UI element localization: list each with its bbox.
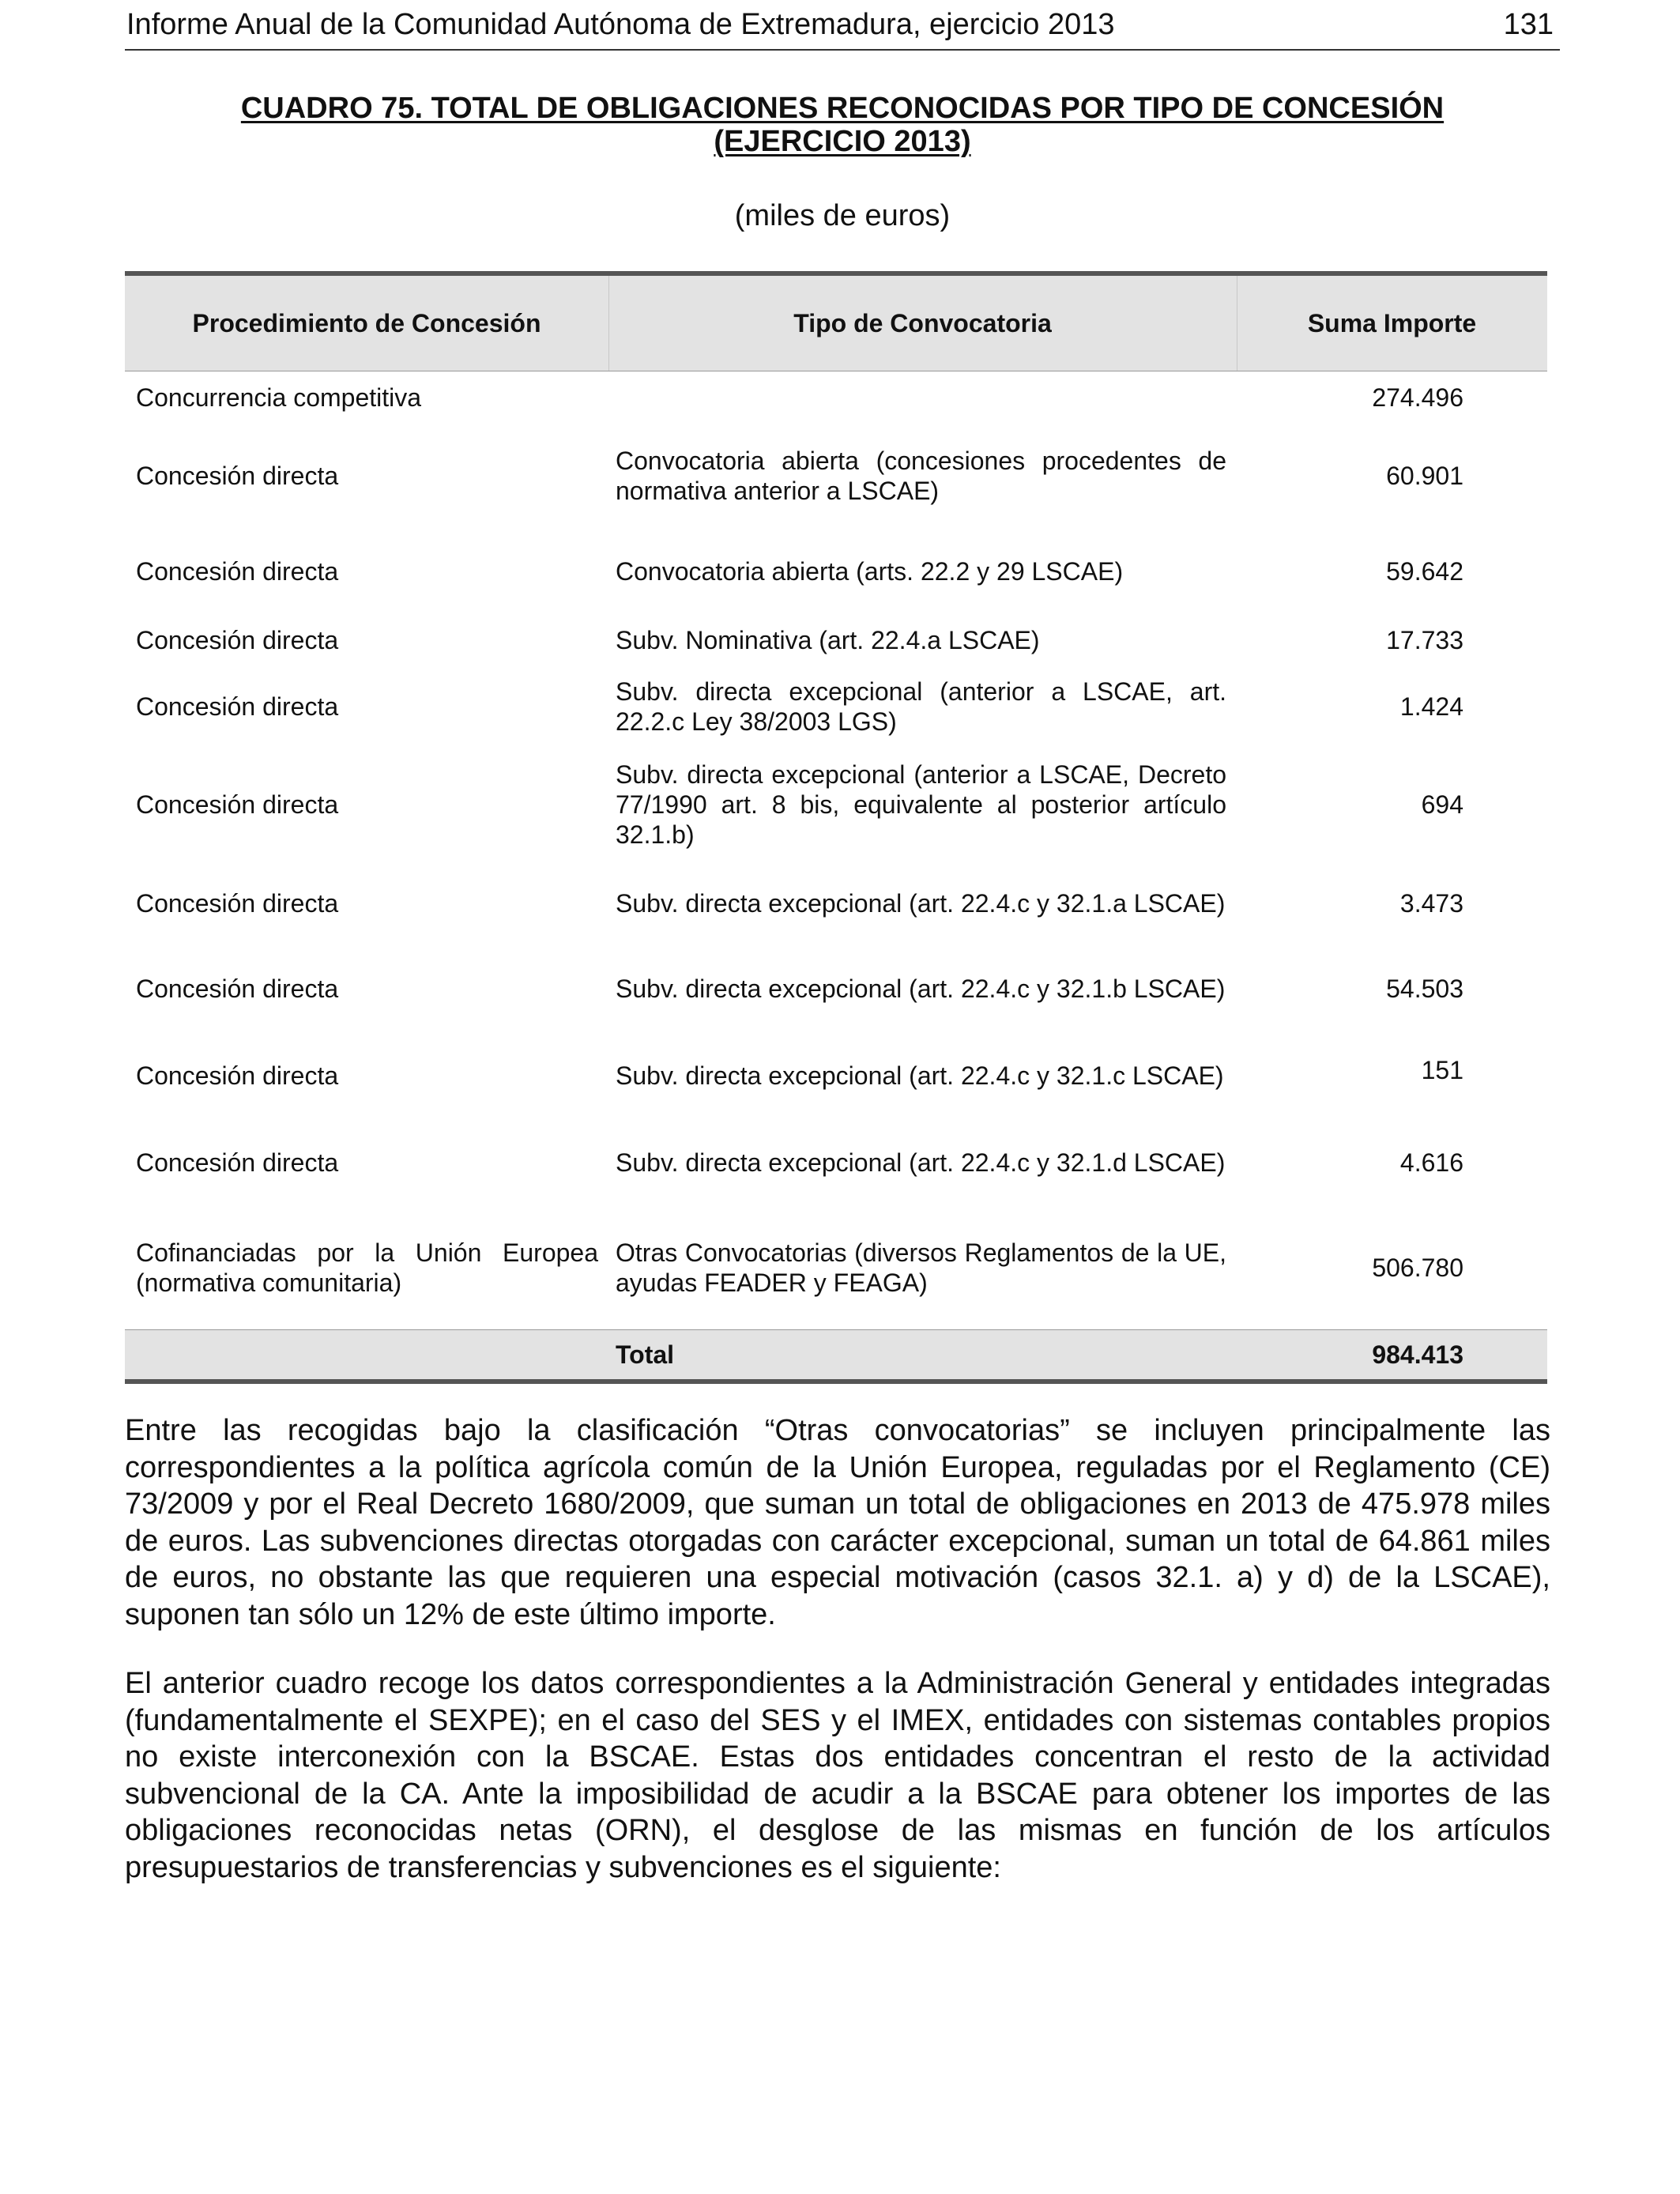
cell-importe: 54.503 xyxy=(1386,974,1463,1003)
header-tipo: Tipo de Convocatoria xyxy=(608,276,1237,371)
table-row xyxy=(125,945,1547,1032)
cell-tipo: Subv. directa excepcional (art. 22.4.c y 32.1.b LSCAE) xyxy=(616,974,1226,1003)
cell-procedimiento: Concesión directa xyxy=(136,1148,339,1177)
table-row xyxy=(125,424,1547,528)
table-row xyxy=(125,748,1547,861)
table-total-row xyxy=(125,1329,1547,1379)
cell-tipo: Subv. directa excepcional (art. 22.4.c y 32.1.a LSCAE) xyxy=(616,889,1226,918)
cell-tipo: Otras Convocatorias (diversos Reglamentos de la UE, ayudas FEADER y FEAGA) xyxy=(616,1238,1226,1297)
table-row xyxy=(125,665,1547,748)
cell-procedimiento: Concesión directa xyxy=(136,889,339,918)
cell-procedimiento: Concesión directa xyxy=(136,557,339,586)
cell-procedimiento: Concesión directa xyxy=(136,626,339,654)
cell-procedimiento: Concesión directa xyxy=(136,692,339,721)
report-title: Informe Anual de la Comunidad Autónoma de Extremadura, ejercicio 2013 xyxy=(126,8,1115,41)
paragraph-otras-convocatorias: Entre las recogidas bajo la clasificación “Otras convocatorias” se incluyen principalmente las correspondientes a la política agrícola común de la Unión Europea, reguladas por el Reglamento (CE) 73/2009 y por el Real Decreto 1680/2009, que suman un total de obligaciones en 2013 de 475.978 miles de euros. Las subvenciones directas otorgadas con carácter excepcional, suman un total de 64.861 miles de euros, no obstante las que requieren una especial motivación (casos 32.1. a) y d) de la LSCAE), suponen tan sólo un 12% de este último importe. xyxy=(125,1414,1550,1631)
cell-procedimiento: Concesión directa xyxy=(136,974,339,1003)
cell-procedimiento: Concesión directa xyxy=(136,790,339,819)
table-title xyxy=(125,92,1560,158)
page-header xyxy=(125,5,1560,51)
page-number: 131 xyxy=(1503,8,1554,41)
cell-importe: 1.424 xyxy=(1399,692,1463,721)
cell-tipo: Convocatoria abierta (arts. 22.2 y 29 LSCAE) xyxy=(616,557,1124,586)
cell-tipo: Convocatoria abierta (concesiones procedentes de normativa anterior a LSCAE) xyxy=(616,447,1226,505)
cell-importe: 3.473 xyxy=(1399,889,1463,918)
table-row xyxy=(125,615,1547,665)
cell-procedimiento: Concesión directa xyxy=(136,1061,339,1090)
table-units: (miles de euros) xyxy=(734,199,951,232)
total-label: Total xyxy=(616,1340,675,1369)
table-bottom-rule xyxy=(125,1379,1547,1384)
header-procedimiento: Procedimiento de Concesión xyxy=(125,276,609,371)
cell-importe: 151 xyxy=(1421,1056,1463,1085)
table-row xyxy=(125,1206,1547,1329)
cell-importe: 17.733 xyxy=(1386,626,1463,654)
table-header xyxy=(125,276,1547,371)
cell-tipo: Subv. Nominativa (art. 22.4.a LSCAE) xyxy=(616,626,1040,654)
table-title-line-1: CUADRO 75. TOTAL DE OBLIGACIONES RECONOCIDAS POR TIPO DE CONCESIÓN xyxy=(240,92,1445,125)
cell-importe: 60.901 xyxy=(1386,462,1463,490)
paragraph-administracion-general: El anterior cuadro recoge los datos correspondientes a la Administración General y entidades integradas (fundamentalmente el SEXPE); en el caso del SES y el IMEX, entidades con sistemas contables propios no existe interconexión con la BSCAE. Estas dos entidades concentran el resto de la actividad subvencional de la CA. Ante la imposibilidad de acudir a la BSCAE para obtener los importes de las obligaciones reconocidas netas (ORN), el desglose de las mismas en función de los artículos presupuestarios de transferencias y subvenciones es el siguiente: xyxy=(125,1667,1550,1884)
cell-importe: 694 xyxy=(1421,790,1463,819)
table-title-line-2: (EJERCICIO 2013) xyxy=(714,125,971,158)
cell-procedimiento: Concesión directa xyxy=(136,462,339,490)
header-importe: Suma Importe xyxy=(1307,309,1477,337)
table-row xyxy=(125,1032,1547,1119)
table-row xyxy=(125,861,1547,945)
cell-tipo: Subv. directa excepcional (anterior a LSCAE, art. 22.2.c Ley 38/2003 LGS) xyxy=(616,677,1226,736)
cell-importe: 506.780 xyxy=(1372,1253,1463,1282)
cell-importe: 274.496 xyxy=(1372,383,1463,412)
cell-importe: 4.616 xyxy=(1399,1148,1463,1177)
cell-procedimiento: Concurrencia competitiva xyxy=(136,383,422,412)
cell-tipo: Subv. directa excepcional (anterior a LSCAE, Decreto 77/1990 art. 8 bis, equivalente al posterior artículo 32.1.b) xyxy=(616,760,1226,849)
concession-table xyxy=(125,271,1547,1384)
cell-tipo: Subv. directa excepcional (art. 22.4.c y 32.1.c LSCAE) xyxy=(616,1061,1224,1090)
cell-procedimiento: Cofinanciadas por la Unión Europea (normativa comunitaria) xyxy=(136,1238,598,1297)
cell-tipo: Subv. directa excepcional (art. 22.4.c y 32.1.d LSCAE) xyxy=(616,1148,1226,1177)
table-row xyxy=(125,528,1547,615)
table-row xyxy=(125,371,1547,424)
table-row xyxy=(125,1119,1547,1206)
total-value: 984.413 xyxy=(1372,1340,1463,1369)
cell-importe: 59.642 xyxy=(1386,557,1463,586)
